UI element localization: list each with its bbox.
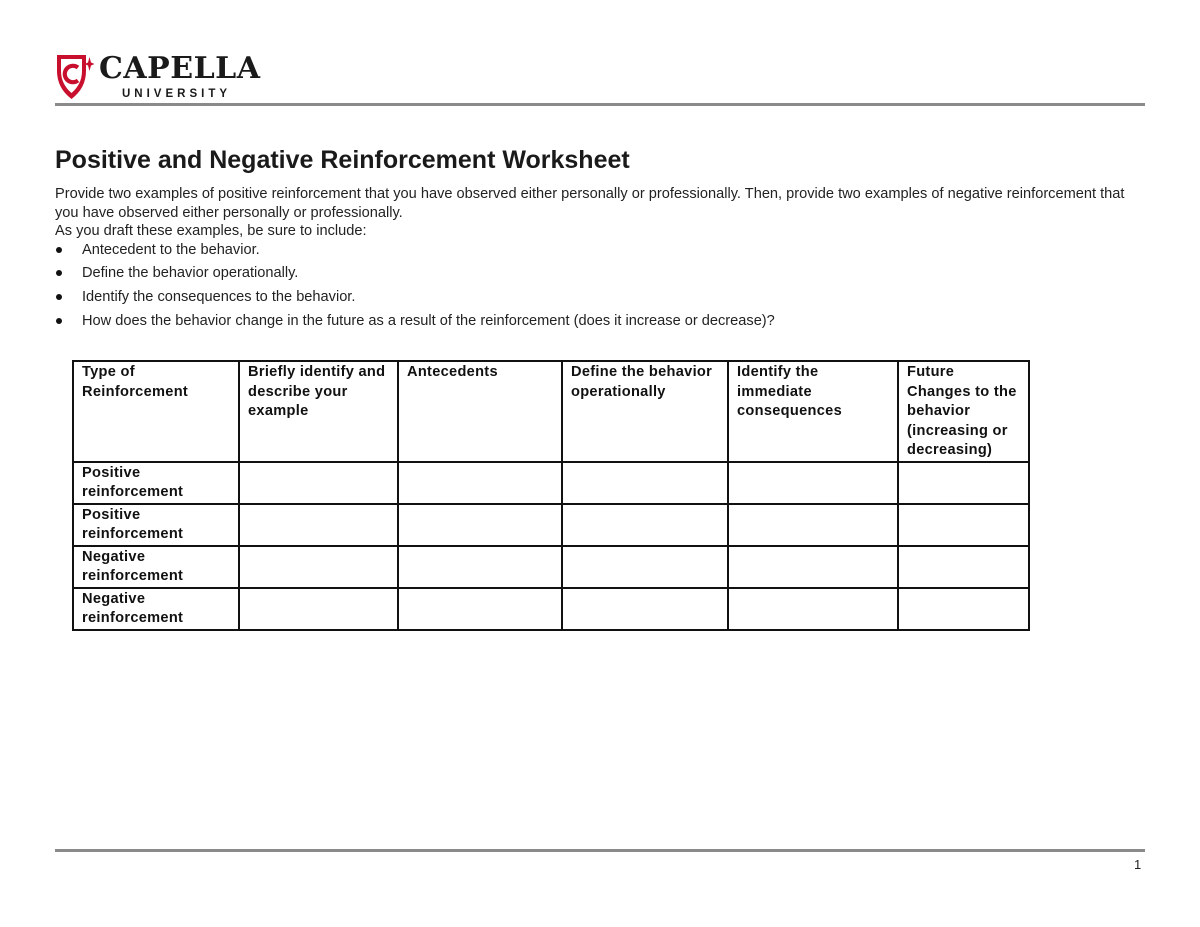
footer-divider bbox=[55, 849, 1145, 852]
bullet-icon bbox=[56, 318, 62, 324]
list-item-text: Antecedent to the behavior. bbox=[82, 241, 260, 258]
example-cell[interactable] bbox=[239, 462, 398, 504]
row-type-label: Positive reinforcement bbox=[73, 462, 239, 504]
capella-shield-icon bbox=[53, 52, 95, 102]
table-row bbox=[73, 546, 1029, 588]
list-item bbox=[55, 288, 1145, 307]
header-antecedents: Antecedents bbox=[398, 361, 562, 462]
consequences-cell[interactable] bbox=[728, 546, 898, 588]
behavior-cell[interactable] bbox=[562, 504, 728, 546]
reinforcement-table bbox=[72, 360, 1030, 631]
header-consequences: Identify the immediate consequences bbox=[728, 361, 898, 462]
table-row bbox=[73, 462, 1029, 504]
header-divider bbox=[55, 103, 1145, 106]
example-cell[interactable] bbox=[239, 588, 398, 630]
capella-logo bbox=[53, 52, 261, 104]
list-item-text: Define the behavior operationally. bbox=[82, 265, 299, 282]
bullet-icon bbox=[56, 294, 62, 300]
page-title: Positive and Negative Reinforcement Worksheet bbox=[55, 146, 630, 174]
example-cell[interactable] bbox=[239, 504, 398, 546]
list-item-text: How does the behavior change in the future as a result of the reinforcement (does it increase or decrease)? bbox=[82, 312, 775, 329]
list-item-text: Identify the consequences to the behavior. bbox=[82, 289, 356, 306]
row-type-label: Negative reinforcement bbox=[73, 546, 239, 588]
behavior-cell[interactable] bbox=[562, 588, 728, 630]
consequences-cell[interactable] bbox=[728, 504, 898, 546]
list-item bbox=[55, 241, 1145, 260]
table-row bbox=[73, 504, 1029, 546]
header-example: Briefly identify and describe your example bbox=[239, 361, 398, 462]
behavior-cell[interactable] bbox=[562, 546, 728, 588]
row-type-label: Negative reinforcement bbox=[73, 588, 239, 630]
consequences-cell[interactable] bbox=[728, 588, 898, 630]
header-define-behavior: Define the behavior operationally bbox=[562, 361, 728, 462]
header-future-changes: Future Changes to the behavior (increasing or decreasing) bbox=[898, 361, 1029, 462]
future-changes-cell[interactable] bbox=[898, 546, 1029, 588]
antecedents-cell[interactable] bbox=[398, 588, 562, 630]
list-item bbox=[55, 264, 1145, 283]
future-changes-cell[interactable] bbox=[898, 588, 1029, 630]
future-changes-cell[interactable] bbox=[898, 504, 1029, 546]
list-item bbox=[55, 312, 1145, 331]
table-header-row bbox=[73, 361, 1029, 462]
antecedents-cell[interactable] bbox=[398, 504, 562, 546]
instructions-list bbox=[55, 241, 1145, 331]
header-type: Type of Reinforcement bbox=[73, 361, 239, 462]
logo-sub-text: UNIVERSITY bbox=[122, 88, 232, 100]
row-type-label: Positive reinforcement bbox=[73, 504, 239, 546]
intro-paragraph: Provide two examples of positive reinforcement that you have observed either personally or professionally. Then, provide two examples of negative reinforcement that you have observed either personally or professionally. bbox=[55, 186, 1125, 221]
logo-brand-text: CAPELLA bbox=[99, 51, 261, 86]
instructions-lead: As you draft these examples, be sure to include: bbox=[55, 223, 367, 239]
page-number: 1 bbox=[1134, 857, 1142, 872]
behavior-cell[interactable] bbox=[562, 462, 728, 504]
bullet-icon bbox=[56, 247, 62, 253]
table-row bbox=[73, 588, 1029, 630]
example-cell[interactable] bbox=[239, 546, 398, 588]
antecedents-cell[interactable] bbox=[398, 462, 562, 504]
bullet-icon bbox=[56, 270, 62, 276]
future-changes-cell[interactable] bbox=[898, 462, 1029, 504]
worksheet-body bbox=[55, 144, 1145, 336]
consequences-cell[interactable] bbox=[728, 462, 898, 504]
antecedents-cell[interactable] bbox=[398, 546, 562, 588]
